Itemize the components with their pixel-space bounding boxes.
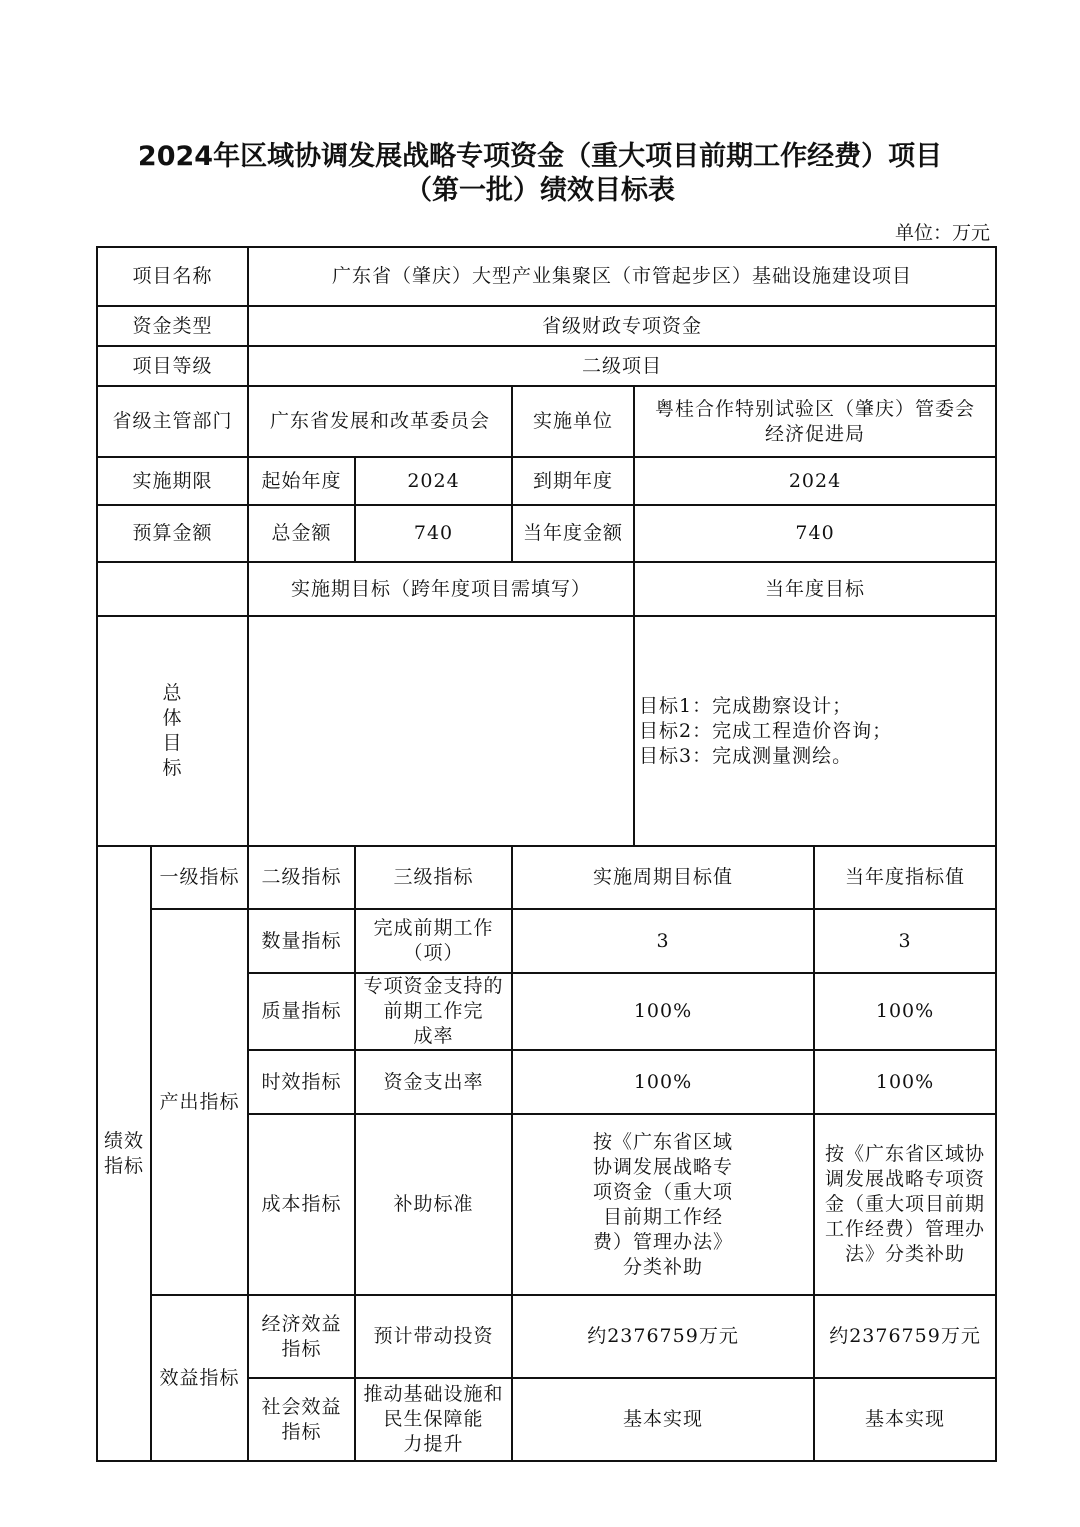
budget-label: 预算金额 — [97, 505, 248, 562]
cost-period-line: 按《广东省区域 — [593, 1130, 734, 1153]
cost-period-line: 协调发展战略专 — [593, 1155, 734, 1178]
indicator-period-value: 3 — [512, 909, 814, 973]
cost-period-line: 费）管理办法》 — [593, 1230, 734, 1253]
impl-unit-line1: 粤桂合作特别试验区（肇庆）管委会 — [655, 397, 976, 420]
indicators-group-label — [97, 846, 151, 1461]
year-goal — [634, 616, 996, 846]
year-goal-item: 目标3：完成测量测绘。 — [639, 744, 853, 767]
benefit-indicator-label: 效益指标 — [151, 1295, 248, 1461]
end-year: 2024 — [634, 457, 996, 505]
overall-goal-char: 目 — [162, 732, 183, 754]
cost-period-line: 分类补助 — [623, 1255, 704, 1278]
overall-goal-label — [97, 616, 248, 846]
overall-goal-char: 体 — [162, 707, 183, 729]
indicator-level2-line: 指标 — [281, 1420, 322, 1443]
cost-year-line: 调发展战略专项资 — [825, 1168, 986, 1190]
fund-type: 省级财政专项资金 — [248, 306, 996, 346]
cost-period-line: 目前期工作经 — [603, 1205, 724, 1228]
year-value-header: 当年度指标值 — [814, 846, 996, 909]
indicator-level3-line: 专项资金支持的前期工作完 — [363, 975, 504, 1022]
indicator-level3-line: 推动基础设施和民生保障能 — [363, 1383, 504, 1430]
indicator-level3: 资金支出率 — [355, 1050, 512, 1114]
indicator-level3: 预计带动投资 — [355, 1295, 512, 1378]
project-level: 二级项目 — [248, 346, 996, 386]
current-year-amount-label: 当年度金额 — [512, 505, 634, 562]
cost-year-line: 按《广东省区域协 — [825, 1143, 986, 1165]
indicator-level3: 完成前期工作（项） — [355, 909, 512, 973]
cost-year-line: 金（重大项目前期 — [825, 1193, 986, 1215]
indicator-level2 — [248, 1295, 355, 1378]
indicator-level2 — [248, 1378, 355, 1461]
indicator-level2: 数量指标 — [248, 909, 355, 973]
level2-header: 二级指标 — [248, 846, 355, 909]
year-goal-item: 目标1：完成勘察设计； — [639, 694, 853, 717]
indicator-level2: 质量指标 — [248, 973, 355, 1050]
year-goal-item: 目标2：完成工程造价咨询； — [639, 719, 893, 742]
project-name-label: 项目名称 — [97, 247, 248, 306]
dept: 广东省发展和改革委员会 — [248, 386, 512, 457]
indicators-group-label-line: 指标 — [103, 1154, 144, 1177]
start-year: 2024 — [355, 457, 512, 505]
indicator-period-value: 100% — [512, 1050, 814, 1114]
output-indicator-label: 产出指标 — [151, 909, 248, 1295]
period-goal — [248, 616, 634, 846]
indicator-year-value: 3 — [814, 909, 996, 973]
overall-goal-char: 标 — [162, 757, 183, 779]
project-name: 广东省（肇庆）大型产业集聚区（市管起步区）基础设施建设项目 — [248, 247, 996, 306]
indicator-year-value: 约2376759万元 — [814, 1295, 996, 1378]
indicator-level2-line: 指标 — [281, 1337, 322, 1360]
page-subtitle: （第一批）绩效目标表 — [405, 175, 675, 206]
project-level-label: 项目等级 — [97, 346, 248, 386]
indicator-period-value — [512, 1114, 814, 1295]
indicator-level3-line: 成率 — [413, 1025, 454, 1047]
indicator-period-value: 100% — [512, 973, 814, 1050]
cost-year-line: 工作经费）管理办 — [825, 1218, 986, 1240]
indicator-level2-line: 社会效益 — [261, 1395, 342, 1418]
indicator-year-value: 100% — [814, 1050, 996, 1114]
indicator-level2-line: 经济效益 — [261, 1312, 342, 1335]
indicator-level2: 成本指标 — [248, 1114, 355, 1295]
indicator-level3 — [355, 1378, 512, 1461]
total-amount: 740 — [355, 505, 512, 562]
unit-label: 单位：万元 — [894, 222, 990, 244]
end-year-label: 到期年度 — [512, 457, 634, 505]
period-goal-header: 实施期目标（跨年度项目需填写） — [248, 562, 634, 616]
fund-type-label: 资金类型 — [97, 306, 248, 346]
impl-unit-label: 实施单位 — [512, 386, 634, 457]
indicator-level3 — [355, 973, 512, 1050]
cost-year-line: 法》分类补助 — [845, 1243, 966, 1265]
indicator-year-value — [814, 1114, 996, 1295]
total-label: 总金额 — [248, 505, 355, 562]
start-year-label: 起始年度 — [248, 457, 355, 505]
impl-unit — [634, 386, 996, 457]
dept-label: 省级主管部门 — [97, 386, 248, 457]
indicator-period-value: 基本实现 — [512, 1378, 814, 1461]
cost-period-line: 项资金（重大项 — [593, 1180, 734, 1203]
indicator-level2: 时效指标 — [248, 1050, 355, 1114]
indicators-group-label-line: 绩效 — [103, 1129, 144, 1152]
level3-header: 三级指标 — [355, 846, 512, 909]
period-value-header: 实施周期目标值 — [512, 846, 814, 909]
indicator-year-value: 100% — [814, 973, 996, 1050]
current-year-amount: 740 — [634, 505, 996, 562]
impl-unit-line2: 经济促进局 — [765, 422, 866, 445]
indicator-period-value: 约2376759万元 — [512, 1295, 814, 1378]
overall-goal-char: 总 — [162, 682, 183, 704]
page-title: 2024年区域协调发展战略专项资金（重大项目前期工作经费）项目 — [137, 141, 943, 172]
year-goal-header: 当年度目标 — [634, 562, 996, 616]
level1-header: 一级指标 — [151, 846, 248, 909]
period-label: 实施期限 — [97, 457, 248, 505]
indicator-level3-line: 力提升 — [403, 1433, 464, 1455]
performance-table — [96, 246, 997, 1462]
indicator-level3: 补助标准 — [355, 1114, 512, 1295]
goals-header-blank — [97, 562, 248, 616]
indicator-year-value: 基本实现 — [814, 1378, 996, 1461]
